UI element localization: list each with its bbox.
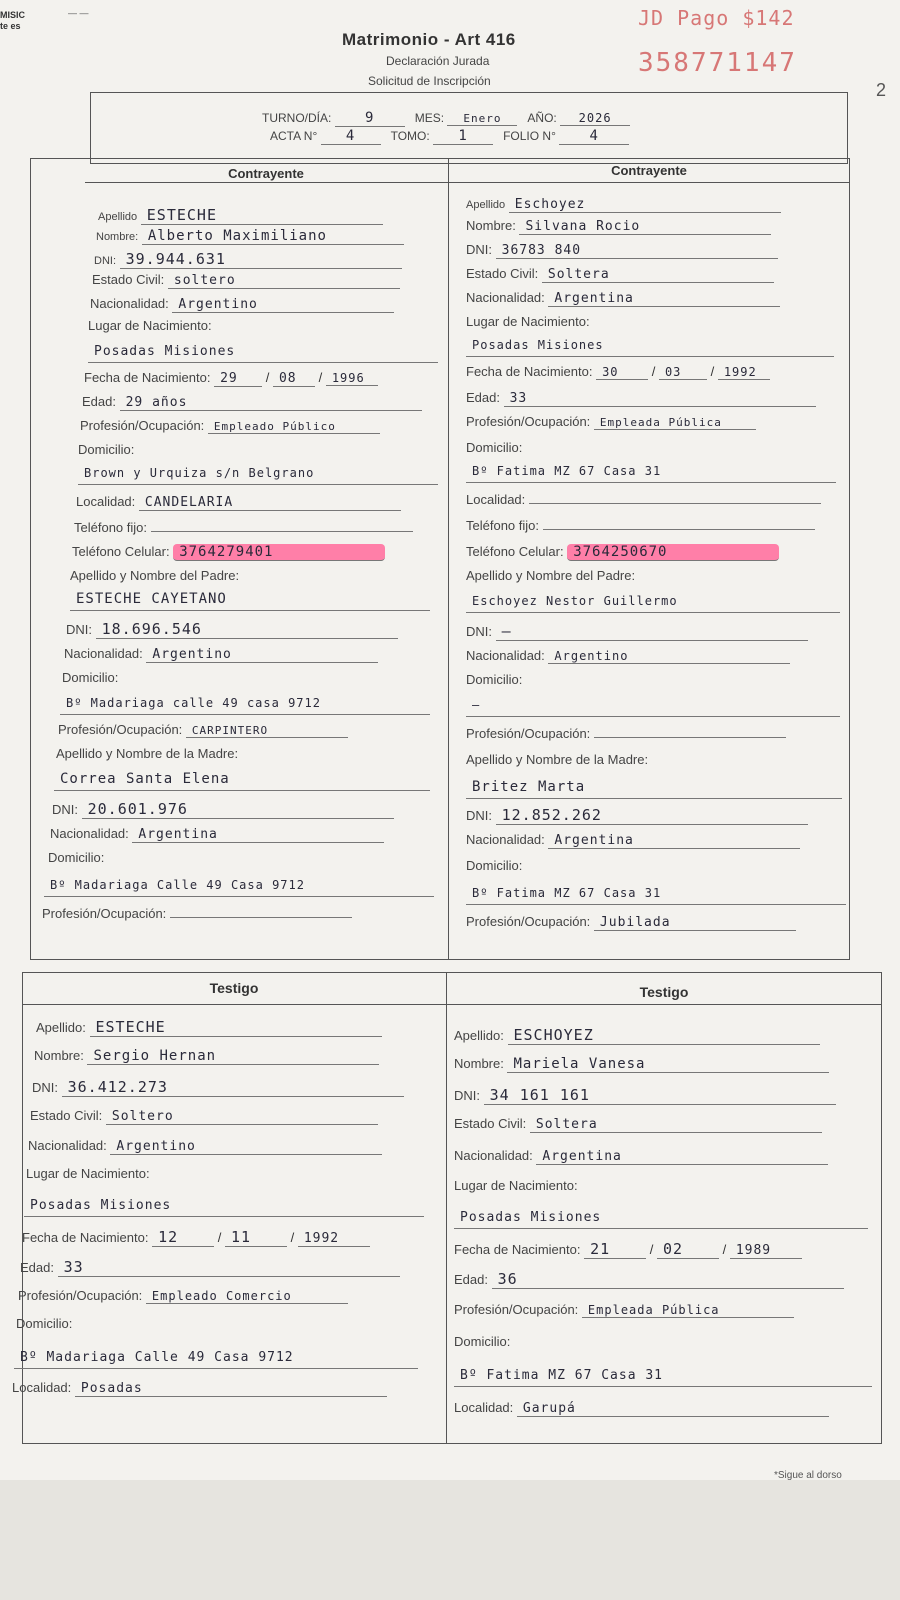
c1-nacionalidad-field: Nacionalidad: Argentino xyxy=(90,296,394,313)
t2-dni[interactable]: 34 161 161 xyxy=(484,1086,836,1105)
c2-padre-label: Apellido y Nombre del Padre: xyxy=(466,568,636,583)
t1-apellido-field: Apellido: ESTECHE xyxy=(36,1018,382,1037)
c2-nombre[interactable]: Silvana Rocio xyxy=(519,219,771,235)
testigos-column-divider xyxy=(446,972,447,1444)
t2-localidad-field: Localidad: Garupá xyxy=(454,1400,829,1417)
c1-padre-profesion[interactable]: CARPINTERO xyxy=(186,724,348,738)
t1-domicilio-line xyxy=(14,1348,418,1369)
c2-madre-nacionalidad-field: Nacionalidad: Argentina xyxy=(466,832,800,849)
testigo-1-heading: Testigo xyxy=(209,980,259,996)
t2-nacionalidad-field: Nacionalidad: Argentina xyxy=(454,1148,828,1165)
c1-padre-label: Apellido y Nombre del Padre: xyxy=(70,568,240,583)
c1-padre-domicilio[interactable]: Bº Madariaga calle 49 casa 9712 xyxy=(66,696,321,710)
c2-padre-dni[interactable]: — xyxy=(496,622,808,641)
t1-domicilio-label: Domicilio: xyxy=(16,1316,73,1331)
corner-text: MISIC te es xyxy=(0,10,26,31)
c2-madre-dni[interactable]: 12.852.262 xyxy=(496,806,808,825)
t2-edad-field: Edad: 36 xyxy=(454,1270,844,1289)
c2-estado-civil[interactable]: Soltera xyxy=(542,267,774,283)
t1-localidad-field: Localidad: Posadas xyxy=(12,1380,387,1397)
c1-madre-profesion[interactable] xyxy=(170,917,352,918)
t2-fecha-dia[interactable]: 21 xyxy=(584,1240,646,1259)
c1-madre-line xyxy=(54,770,430,791)
c2-nacionalidad[interactable]: Argentina xyxy=(548,291,780,307)
anio-value[interactable]: 2026 xyxy=(560,111,630,126)
c2-padre-dni-field: DNI: — xyxy=(466,622,808,641)
t2-apellido-field: Apellido: ESCHOYEZ xyxy=(454,1026,820,1045)
t1-lugar[interactable]: Posadas Misiones xyxy=(30,1198,172,1213)
t2-fecha-mes[interactable]: 02 xyxy=(657,1240,719,1259)
t2-domicilio-line xyxy=(454,1366,872,1387)
c2-apellido-field: Apellido Eschoyez xyxy=(466,196,781,213)
c1-apellido[interactable]: ESTECHE xyxy=(141,206,383,225)
contrayente-2-heading: Contrayente xyxy=(611,163,687,178)
handwritten-number: 358771147 xyxy=(638,48,797,78)
c1-edad[interactable]: 29 años xyxy=(120,395,422,411)
c1-localidad-field: Localidad: CANDELARIA xyxy=(76,494,401,511)
c2-apellido[interactable]: Eschoyez xyxy=(509,197,781,213)
c2-nacionalidad-field: Nacionalidad: Argentina xyxy=(466,290,780,307)
c2-celular[interactable]: 3764250670 xyxy=(567,544,779,561)
t1-nacionalidad[interactable]: Argentino xyxy=(110,1139,382,1155)
c1-padre-nacionalidad[interactable]: Argentino xyxy=(146,647,378,663)
t1-profesion-field: Profesión/Ocupación: Empleado Comercio xyxy=(18,1288,348,1304)
t2-lugar-label: Lugar de Nacimiento: xyxy=(454,1178,578,1193)
c2-madre-nombre[interactable]: Britez Marta xyxy=(472,779,586,795)
c2-localidad-field: Localidad: xyxy=(466,492,821,507)
c2-padre-domicilio-line xyxy=(466,696,840,717)
c1-dni-field: DNI: 39.944.631 xyxy=(94,250,402,269)
t1-apellido[interactable]: ESTECHE xyxy=(90,1018,382,1037)
t2-localidad[interactable]: Garupá xyxy=(517,1401,829,1417)
t2-profesion-field: Profesión/Ocupación: Empleada Pública xyxy=(454,1302,794,1318)
mes-value[interactable]: Enero xyxy=(447,112,517,126)
c1-estado-civil[interactable]: soltero xyxy=(168,273,400,289)
c2-fecha-field: Fecha de Nacimiento: 30 / 03 / 1992 xyxy=(466,364,770,380)
t1-dni[interactable]: 36.412.273 xyxy=(62,1078,404,1097)
c1-padre-dni[interactable]: 18.696.546 xyxy=(96,620,398,639)
t2-edad[interactable]: 36 xyxy=(492,1270,844,1289)
t1-profesion[interactable]: Empleado Comercio xyxy=(146,1289,348,1304)
c2-lugar-label: Lugar de Nacimiento: xyxy=(466,314,590,329)
c1-profesion[interactable]: Empleado Público xyxy=(208,420,380,434)
t1-nombre-field: Nombre: Sergio Hernan xyxy=(34,1048,379,1065)
c2-edad[interactable]: 33 xyxy=(504,391,816,407)
c1-padre-nacionalidad-field: Nacionalidad: Argentino xyxy=(64,646,378,663)
form-subtitle: Declaración Jurada xyxy=(386,54,490,68)
c2-nombre-field: Nombre: Silvana Rocio xyxy=(466,218,771,235)
c1-localidad[interactable]: CANDELARIA xyxy=(139,495,401,511)
c2-profesion[interactable]: Empleada Pública xyxy=(594,416,756,430)
c1-madre-domicilio-line xyxy=(44,876,434,897)
t1-lugar-line xyxy=(24,1196,424,1217)
c2-fecha-mes[interactable]: 03 xyxy=(659,365,707,380)
testigo-2-heading: Testigo xyxy=(639,984,689,1000)
c1-edad-field: Edad: 29 años xyxy=(82,394,422,411)
c1-nombre[interactable]: Alberto Maximiliano xyxy=(142,228,404,245)
t1-nacionalidad-field: Nacionalidad: Argentino xyxy=(28,1138,382,1155)
c1-padre-domicilio-line xyxy=(60,694,430,715)
registry-row-1: TURNO/DÍA: 9 MES: Enero AÑO: 2026 xyxy=(262,110,630,127)
t1-nombre[interactable]: Sergio Hernan xyxy=(87,1048,379,1065)
c2-madre-line xyxy=(466,778,842,799)
c1-madre-label: Apellido y Nombre de la Madre: xyxy=(56,746,239,761)
c2-madre-label: Apellido y Nombre de la Madre: xyxy=(466,752,649,767)
c1-fecha-field: Fecha de Nacimiento: 29 / 08 / 1996 xyxy=(84,370,378,387)
t1-estado-civil[interactable]: Soltero xyxy=(106,1109,378,1125)
t2-lugar[interactable]: Posadas Misiones xyxy=(460,1210,602,1225)
form-subtitle-2: Solicitud de Inscripción xyxy=(368,74,491,88)
c2-domicilio[interactable]: Bº Fatima MZ 67 Casa 31 xyxy=(472,464,662,478)
corner-dash: — — xyxy=(68,8,89,18)
c2-telefono-fijo-field: Teléfono fijo: xyxy=(466,518,815,533)
c1-lugar-label: Lugar de Nacimiento: xyxy=(88,318,212,333)
c2-padre-line xyxy=(466,592,840,613)
c2-lugar-line xyxy=(466,336,834,357)
c1-madre-nacionalidad-field: Nacionalidad: Argentina xyxy=(50,826,384,843)
contrayente-1-heading: Contrayente xyxy=(228,166,304,181)
c2-madre-dni-field: DNI: 12.852.262 xyxy=(466,806,808,825)
c1-madre-domicilio-label: Domicilio: xyxy=(48,850,105,865)
c2-padre-nombre[interactable]: Eschoyez Nestor Guillermo xyxy=(472,594,678,608)
c2-profesion-field: Profesión/Ocupación: Empleada Pública xyxy=(466,414,756,430)
t1-fecha-field: Fecha de Nacimiento: 12 / 11 / 1992 xyxy=(22,1228,370,1247)
header-divider xyxy=(85,182,849,183)
t1-fecha-mes[interactable]: 11 xyxy=(225,1228,287,1247)
c1-madre-domicilio[interactable]: Bº Madariaga Calle 49 Casa 9712 xyxy=(50,878,305,892)
background-surface xyxy=(0,1480,900,1600)
t2-nacionalidad[interactable]: Argentina xyxy=(536,1149,828,1165)
t2-domicilio[interactable]: Bº Fatima MZ 67 Casa 31 xyxy=(460,1368,664,1383)
c2-padre-profesion-field: Profesión/Ocupación: xyxy=(466,726,786,741)
c2-madre-nacionalidad[interactable]: Argentina xyxy=(548,833,800,849)
continue-note: *Sigue al dorso xyxy=(774,1470,842,1481)
c2-domicilio-label: Domicilio: xyxy=(466,440,523,455)
c1-madre-nombre[interactable]: Correa Santa Elena xyxy=(60,771,230,787)
c1-telefono-fijo-field: Teléfono fijo: xyxy=(74,520,413,535)
t2-apellido[interactable]: ESCHOYEZ xyxy=(508,1026,820,1045)
c2-estado-civil-field: Estado Civil: Soltera xyxy=(466,266,774,283)
c1-apellido-field: Apellido ESTECHE xyxy=(98,206,383,225)
c1-madre-dni-field: DNI: 20.601.976 xyxy=(52,800,394,819)
t1-localidad[interactable]: Posadas xyxy=(75,1381,387,1397)
c1-madre-dni[interactable]: 20.601.976 xyxy=(82,800,394,819)
c1-domicilio[interactable]: Brown y Urquiza s/n Belgrano xyxy=(84,466,315,480)
t1-estado-civil-field: Estado Civil: Soltero xyxy=(30,1108,378,1125)
c1-padre-profesion-field: Profesión/Ocupación: CARPINTERO xyxy=(58,722,348,738)
t2-nombre[interactable]: Mariela Vanesa xyxy=(507,1056,829,1073)
column-divider xyxy=(448,158,449,960)
t2-lugar-line xyxy=(454,1208,868,1229)
c2-padre-nacionalidad-field: Nacionalidad: Argentino xyxy=(466,648,790,664)
t2-domicilio-label: Domicilio: xyxy=(454,1334,511,1349)
c1-lugar-line xyxy=(88,342,438,363)
c2-dni[interactable]: 36783 840 xyxy=(496,243,778,259)
c1-padre-dni-field: DNI: 18.696.546 xyxy=(66,620,398,639)
t1-dni-field: DNI: 36.412.273 xyxy=(32,1078,404,1097)
c1-estado-civil-field: Estado Civil: soltero xyxy=(92,272,400,289)
form-title: Matrimonio - Art 416 xyxy=(342,30,516,49)
turno-value[interactable]: 9 xyxy=(335,110,405,127)
t2-fecha-anio[interactable]: 1989 xyxy=(730,1243,802,1259)
t1-edad[interactable]: 33 xyxy=(58,1258,400,1277)
c1-domicilio-label: Domicilio: xyxy=(78,442,135,457)
c2-localidad[interactable] xyxy=(529,503,821,504)
t2-profesion[interactable]: Empleada Pública xyxy=(582,1303,794,1318)
t1-edad-field: Edad: 33 xyxy=(20,1258,400,1277)
c2-madre-profesion-field: Profesión/Ocupación: Jubilada xyxy=(466,914,796,931)
c2-telefono-fijo[interactable] xyxy=(543,529,815,530)
t2-estado-civil-field: Estado Civil: Soltera xyxy=(454,1116,822,1133)
c1-padre-line xyxy=(70,590,430,611)
c1-padre-nombre[interactable]: ESTECHE CAYETANO xyxy=(76,591,227,607)
c2-lugar[interactable]: Posadas Misiones xyxy=(472,338,604,352)
c2-fecha-anio[interactable]: 1992 xyxy=(718,365,770,380)
acta-value[interactable]: 4 xyxy=(321,128,381,145)
t2-dni-field: DNI: 34 161 161 xyxy=(454,1086,836,1105)
c1-profesion-field: Profesión/Ocupación: Empleado Público xyxy=(80,418,380,434)
t1-domicilio[interactable]: Bº Madariaga Calle 49 Casa 9712 xyxy=(20,1350,294,1365)
registry-row-2: ACTA N° 4 TOMO: 1 FOLIO N° 4 xyxy=(270,128,629,145)
c2-celular-field: Teléfono Celular: 3764250670 xyxy=(466,544,779,561)
c2-padre-nacionalidad[interactable]: Argentino xyxy=(548,649,790,664)
c2-madre-domicilio-label: Domicilio: xyxy=(466,858,523,873)
handwritten-note: JD Pago $142 xyxy=(638,6,795,30)
c2-madre-domicilio-line xyxy=(466,884,846,905)
testigos-header-divider xyxy=(22,1004,882,1005)
c2-madre-profesion[interactable]: Jubilada xyxy=(594,915,796,931)
t2-estado-civil[interactable]: Soltera xyxy=(530,1117,822,1133)
c1-nacionalidad[interactable]: Argentino xyxy=(172,297,394,313)
c2-padre-profesion[interactable] xyxy=(594,737,786,738)
c1-domicilio-line xyxy=(78,464,438,485)
folio-value[interactable]: 4 xyxy=(559,128,629,145)
t2-fecha-field: Fecha de Nacimiento: 21 / 02 / 1989 xyxy=(454,1240,802,1259)
c2-fecha-dia[interactable]: 30 xyxy=(596,365,648,380)
c1-fecha-anio[interactable]: 1996 xyxy=(326,371,378,386)
c1-telefono-fijo[interactable] xyxy=(151,531,413,532)
tomo-value[interactable]: 1 xyxy=(433,128,493,145)
c2-domicilio-line xyxy=(466,462,836,483)
c1-celular-field: Teléfono Celular: 3764279401 xyxy=(72,544,385,561)
t1-fecha-dia[interactable]: 12 xyxy=(152,1228,214,1247)
c1-padre-domicilio-label: Domicilio: xyxy=(62,670,119,685)
c1-madre-profesion-field: Profesión/Ocupación: xyxy=(42,906,352,921)
c2-padre-domicilio[interactable]: — xyxy=(472,698,481,712)
page-number: 2 xyxy=(876,80,887,100)
c1-nombre-field: Nombre: Alberto Maximiliano xyxy=(96,228,404,245)
t1-lugar-label: Lugar de Nacimiento: xyxy=(26,1166,150,1181)
t2-nombre-field: Nombre: Mariela Vanesa xyxy=(454,1056,829,1073)
c1-fecha-mes[interactable]: 08 xyxy=(273,371,315,387)
c1-dni[interactable]: 39.944.631 xyxy=(120,250,402,269)
c2-dni-field: DNI: 36783 840 xyxy=(466,242,778,259)
c1-fecha-dia[interactable]: 29 xyxy=(214,371,262,387)
c2-madre-domicilio[interactable]: Bº Fatima MZ 67 Casa 31 xyxy=(472,886,662,900)
c1-madre-nacionalidad[interactable]: Argentina xyxy=(132,827,384,843)
c2-padre-domicilio-label: Domicilio: xyxy=(466,672,523,687)
c1-lugar[interactable]: Posadas Misiones xyxy=(94,344,236,359)
t1-fecha-anio[interactable]: 1992 xyxy=(298,1231,370,1247)
c1-celular[interactable]: 3764279401 xyxy=(173,544,385,561)
c2-edad-field: Edad: 33 xyxy=(466,390,816,407)
